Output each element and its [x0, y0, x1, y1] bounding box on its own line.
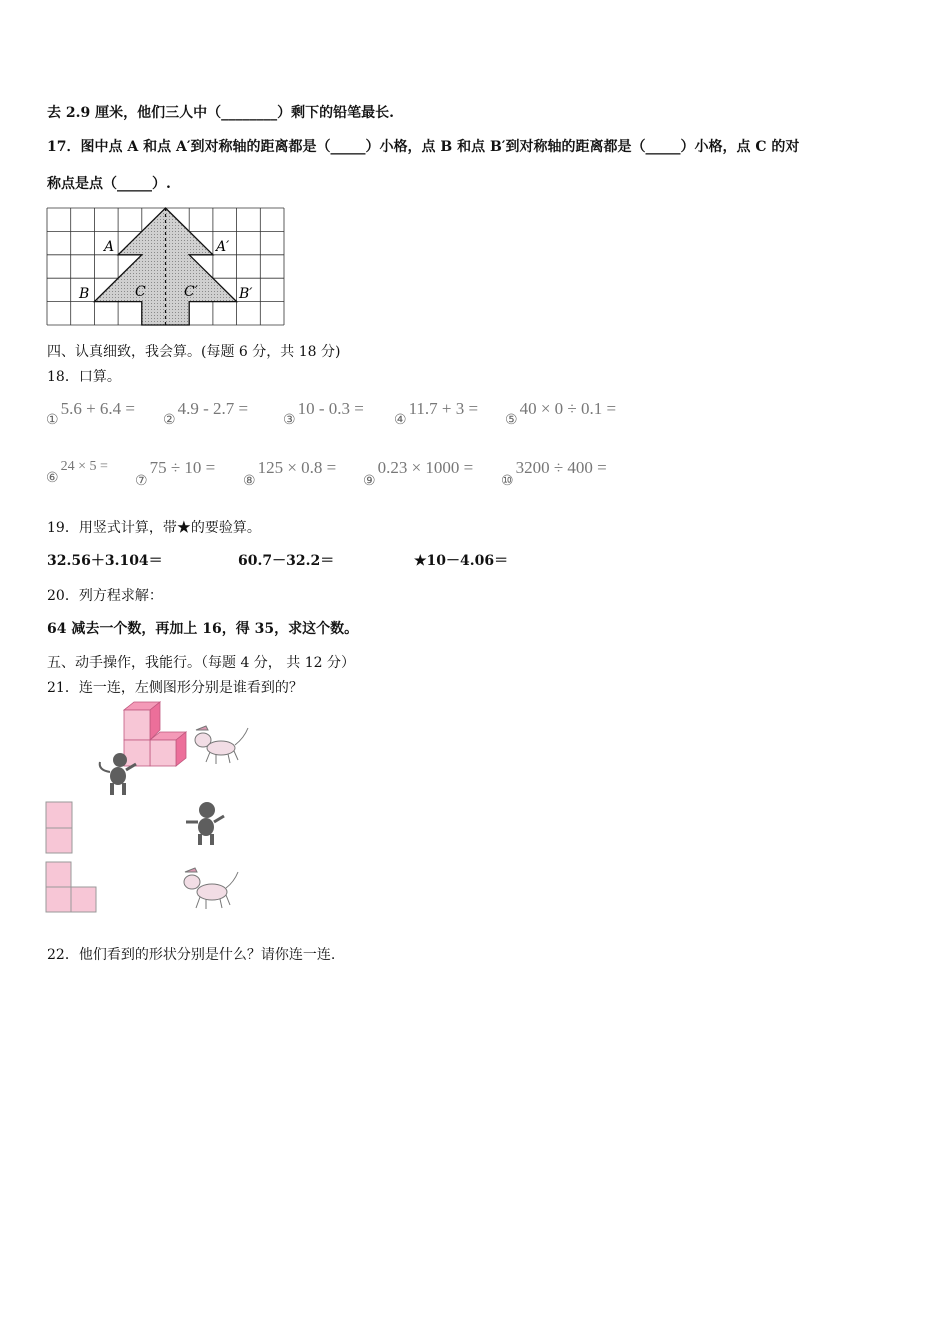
q16-tail-text: 去 2.9 厘米，他们三人中（________）剩下的铅笔最长. — [47, 105, 394, 121]
item-number: ① — [46, 412, 59, 428]
item-expression: 5.6 + 6.4 = — [60, 399, 135, 418]
label-A: A — [104, 239, 115, 255]
calc-item — [135, 458, 216, 489]
cube-arrangement — [124, 702, 186, 766]
item-number: ④ — [394, 412, 407, 428]
view-two-stacked — [46, 802, 72, 853]
q22-title: 22．他们看到的形状分别是什么？请你连一连. — [47, 947, 336, 963]
section5-heading: 五、动手操作，我能行。（每题 4 分， 共 12 分） — [47, 655, 355, 671]
calc-item — [283, 399, 364, 428]
calc-item — [501, 458, 607, 489]
item-expression: 3200 ÷ 400 = — [515, 458, 607, 477]
q19-item-3: ★10－4.06＝ — [414, 553, 509, 569]
item-number: ⑨ — [363, 473, 376, 489]
dog-figure-1 — [195, 726, 248, 764]
q21-figure — [40, 700, 260, 920]
item-number: ② — [163, 412, 176, 428]
symmetry-grid-figure — [46, 207, 286, 327]
item-expression: 11.7 + 3 = — [408, 399, 479, 418]
item-number: ⑤ — [505, 412, 518, 428]
calc-item — [243, 458, 337, 489]
calc-item — [46, 399, 135, 428]
dog-figure-2 — [184, 868, 238, 909]
label-C-prime: C′ — [184, 284, 198, 300]
label-B-prime: B′ — [239, 286, 253, 302]
item-expression: 0.23 × 1000 = — [377, 458, 474, 477]
item-expression: 125 × 0.8 = — [257, 458, 337, 477]
q21-title: 21．连一连，左侧图形分别是谁看到的？ — [47, 680, 303, 696]
section4-heading: 四、认真细致，我会算。(每题 6 分，共 18 分) — [47, 344, 341, 360]
label-A-prime: A′ — [216, 239, 230, 255]
label-B: B — [79, 286, 90, 302]
item-number: ⑧ — [243, 473, 256, 489]
monkey-figure-2 — [186, 802, 224, 845]
calc-item — [163, 399, 249, 428]
item-expression: 24 × 5 = — [60, 459, 108, 474]
item-number: ⑩ — [501, 473, 514, 489]
item-number: ⑥ — [46, 470, 59, 486]
q17-line1: 17．图中点 A 和点 A′到对称轴的距离都是（_____）小格，点 B 和点 B′到对称轴的距离都是（_____）小格，点 C 的对 — [47, 139, 800, 155]
view-l-shape — [46, 862, 96, 912]
label-C: C — [135, 284, 146, 300]
q18-title: 18．口算。 — [47, 369, 121, 385]
item-expression: 75 ÷ 10 = — [149, 458, 216, 477]
calc-item — [394, 399, 479, 428]
item-expression: 10 - 0.3 = — [297, 399, 364, 418]
item-expression: 4.9 - 2.7 = — [177, 399, 249, 418]
item-expression: 40 × 0 ÷ 0.1 = — [519, 399, 617, 418]
q20-text: 64 减去一个数，再加上 16，得 35，求这个数。 — [47, 621, 359, 637]
q19-item-1: 32.56＋3.104＝ — [47, 553, 163, 569]
tree-shape — [94, 208, 236, 325]
q17-line2: 称点是点（_____）. — [47, 176, 171, 192]
item-number: ⑦ — [135, 473, 148, 489]
q19-title: 19．用竖式计算，带★的要验算。 — [47, 520, 261, 536]
q20-title: 20．列方程求解： — [47, 588, 163, 604]
calc-item — [505, 399, 617, 428]
calc-item — [363, 458, 474, 489]
calc-item — [46, 458, 108, 486]
item-number: ③ — [283, 412, 296, 428]
q19-item-2: 60.7－32.2＝ — [238, 553, 335, 569]
